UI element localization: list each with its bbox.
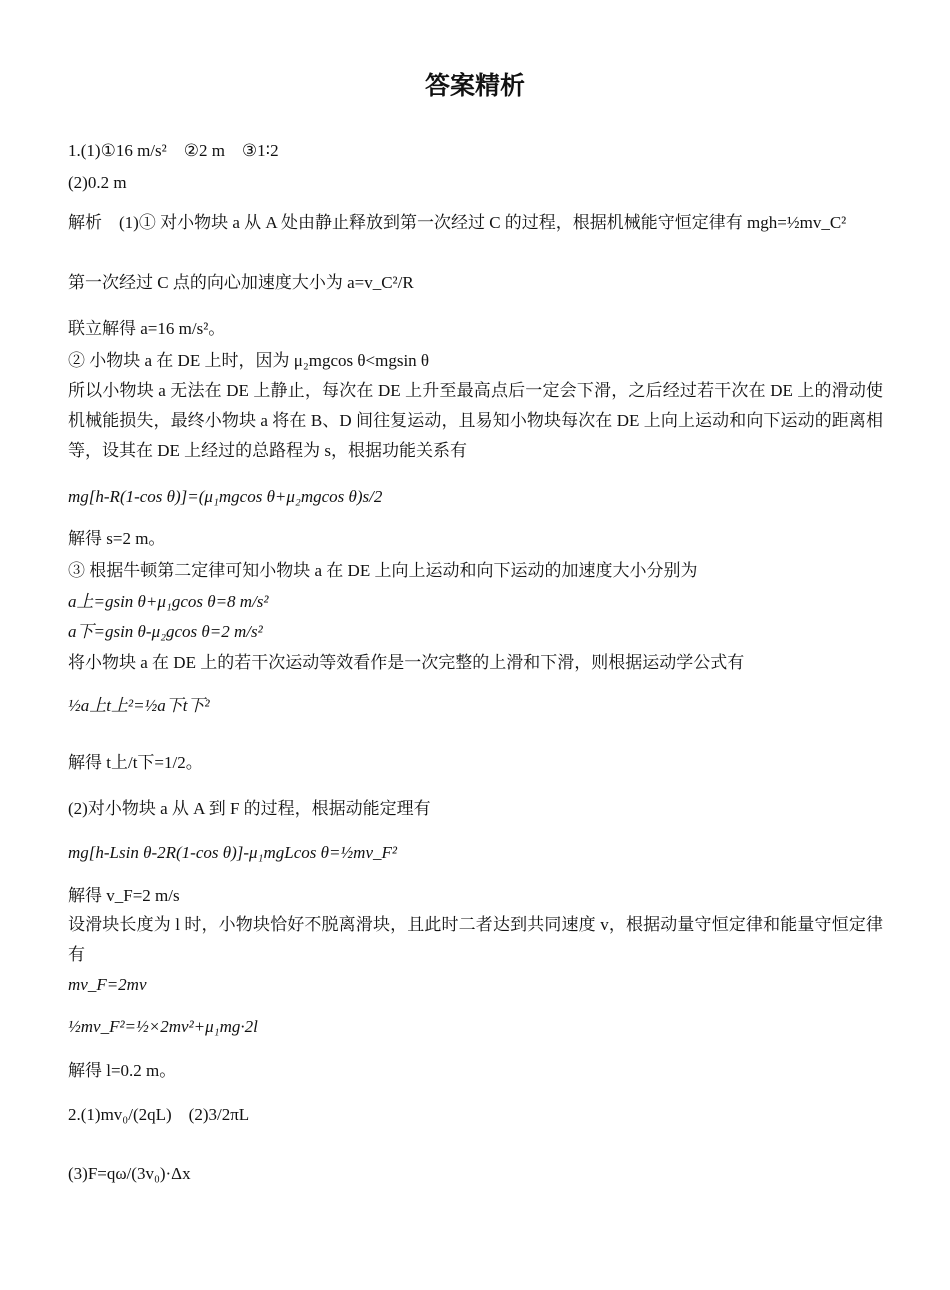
analysis-line: 解得 l=0.2 m。 [68, 1061, 177, 1080]
equation-line: mg[h-R(1-cos θ)]=(μ₁mgcos θ+μ₂mgcos θ)s/2 [68, 487, 383, 506]
equation-line: a上=gsin θ+μ₁gcos θ=8 m/s² [68, 592, 269, 611]
analysis-line: ③ 根据牛顿第二定律可知小物块 a 在 DE 上向上运动和向下运动的加速度大小分别为 [68, 561, 698, 580]
answer-line: (3)F=qω/(3v₀)·Δx [68, 1164, 191, 1183]
equation-line: ½mv_F²=½×2mv²+μ₁mg·2l [68, 1017, 258, 1036]
analysis-paragraph: 设滑块长度为 l 时，小物块恰好不脱离滑块，且此时二者达到共同速度 v，根据动量守恒定律和能量守恒定律有 [68, 915, 883, 964]
page-title: 答案精析 [424, 71, 525, 100]
analysis-line: 联立解得 a=16 m/s²。 [68, 319, 226, 338]
analysis-line: 第一次经过 C 点的向心加速度大小为 a=v_C²/R [68, 273, 414, 292]
analysis-paragraph: 所以小物块 a 无法在 DE 上静止，每次在 DE 上升至最高点后一定会下滑，之后经过若干次在 DE 上的滑动使机械能损失，最终小物块 a 将在 B、D 间往复运动，且易知小物块每次在 DE 上向上运动和向下运动的距离相等，设其在 DE 上经过的总路程为 s，根据功能关系有 [68, 381, 883, 460]
analysis-line: 解得 v_F=2 m/s [68, 886, 180, 905]
analysis-line: 解得 s=2 m。 [68, 529, 166, 548]
analysis-line: 解得 t上/t下=1/2。 [68, 753, 203, 772]
equation-line: mg[h-Lsin θ-2R(1-cos θ)]-μ₁mgLcos θ=½mv_F² [68, 843, 397, 862]
analysis-line: ② 小物块 a 在 DE 上时，因为 μ₂mgcos θ<mgsin θ [68, 351, 430, 370]
answer-line: 2.(1)mv₀/(2qL) (2)3/2πL [68, 1105, 250, 1124]
analysis-line: 解析 (1)① 对小物块 a 从 A 处由静止释放到第一次经过 C 的过程，根据机械能守恒定律有 mgh=½mv_C² [68, 213, 847, 232]
analysis-line: (2)对小物块 a 从 A 到 F 的过程，根据动能定理有 [68, 799, 431, 818]
equation-line: a下=gsin θ-μ₂gcos θ=2 m/s² [68, 622, 263, 641]
analysis-line: 将小物块 a 在 DE 上的若干次运动等效看作是一次完整的上滑和下滑，则根据运动学公式有 [68, 653, 745, 672]
answer-line-1: 1.(1)①16 m/s² ②2 m ③1∶2 [68, 141, 279, 160]
answer-line-2: (2)0.2 m [68, 173, 127, 192]
equation-line: ½a上t上²=½a下t下² [68, 696, 210, 715]
equation-line: mv_F=2mv [68, 975, 147, 994]
